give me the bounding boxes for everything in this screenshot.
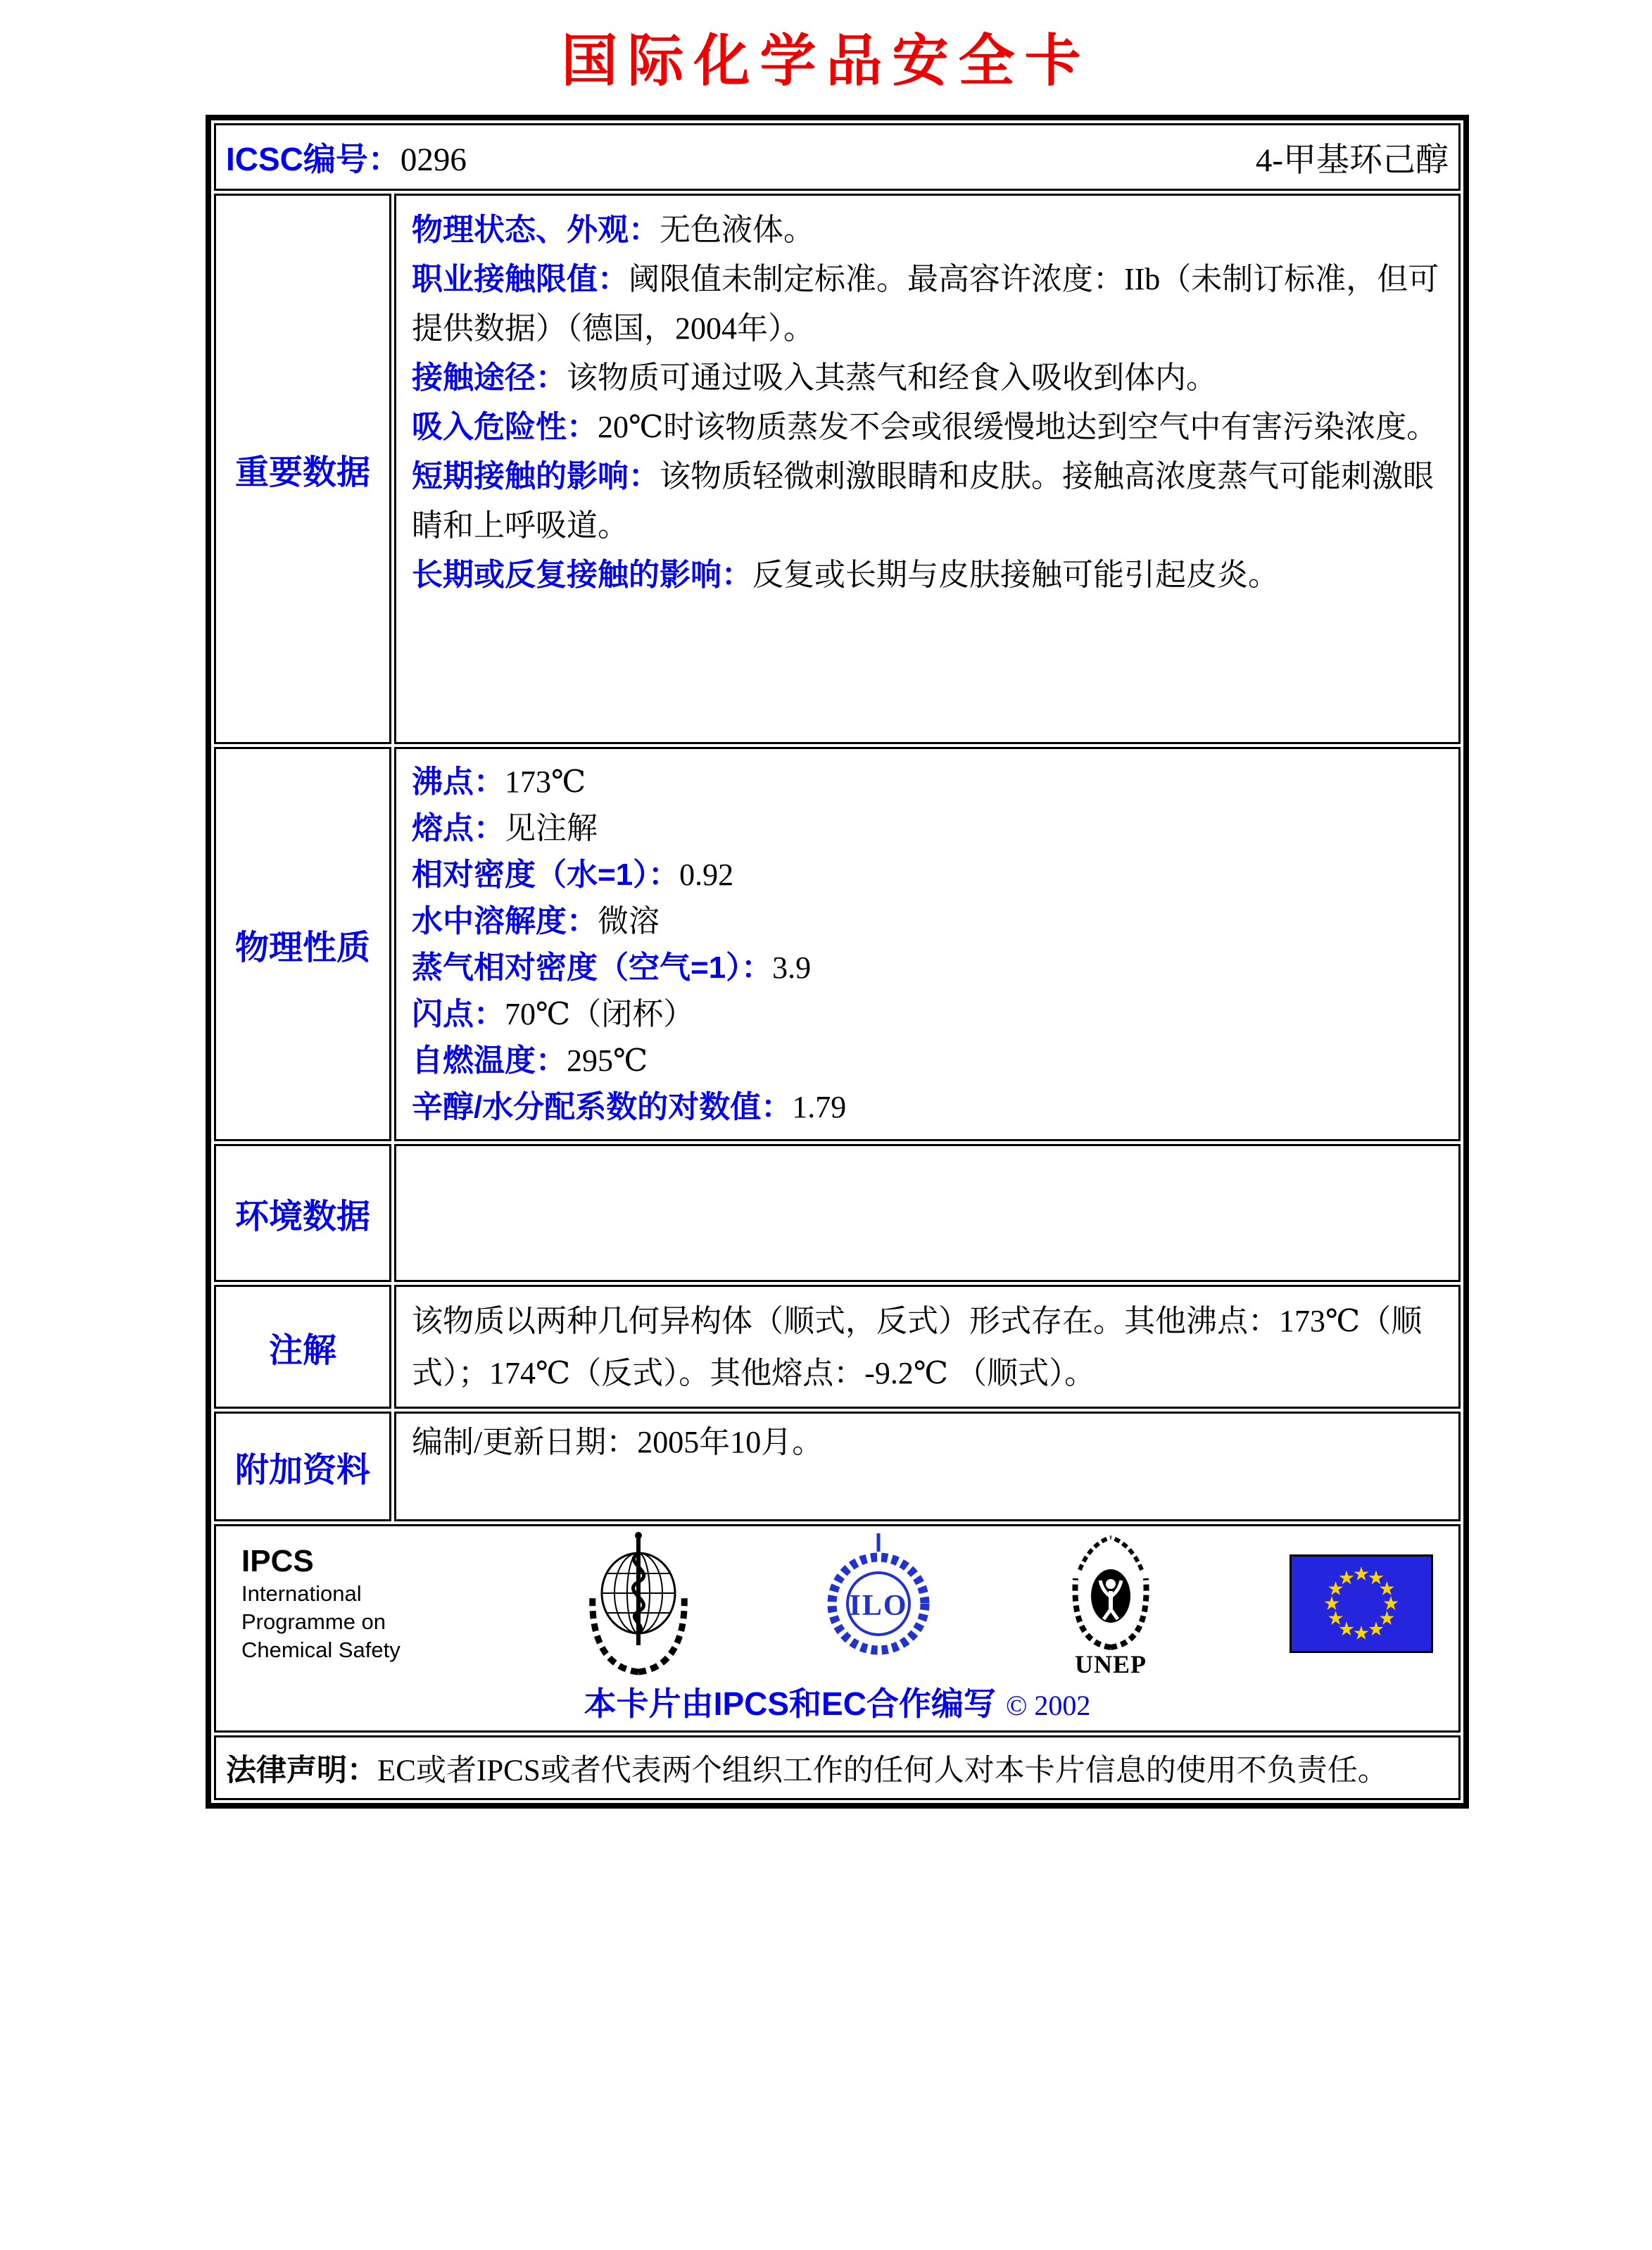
physical-property-item <box>412 1084 1444 1131</box>
item-value: 173℃ <box>505 765 586 799</box>
item-key: 熔点： <box>412 811 505 846</box>
icsc-number-value: 0296 <box>400 142 467 178</box>
item-value: 3.9 <box>772 950 812 985</box>
ipcs-full-line: Programme on <box>241 1609 386 1634</box>
important-data-item <box>412 551 1444 600</box>
environmental-data-row <box>214 1144 1461 1282</box>
item-key: 短期接触的影响： <box>412 459 660 494</box>
physical-property-item <box>412 945 1444 991</box>
item-key: 相对密度（水=1）： <box>412 857 680 892</box>
ipcs-name: IPCS <box>241 1544 314 1578</box>
section-label-physical-properties: 物理性质 <box>214 747 391 1141</box>
section-label-environmental-data: 环境数据 <box>214 1144 391 1282</box>
item-value: 0.92 <box>679 857 734 892</box>
credit-year: © 2002 <box>1005 1690 1091 1721</box>
unep-logo-icon <box>1057 1529 1164 1678</box>
page-title: 国际化学品安全卡 <box>561 31 1091 93</box>
eu-flag-icon <box>1290 1554 1433 1653</box>
chemical-name: 4-甲基环己醇 <box>1255 142 1449 179</box>
item-value: 阈限值未制定标准。最高容许浓度：IIb（未制订标准，但可提供数据）（德国，2004年）。 <box>412 262 1439 346</box>
logos-cell <box>214 1524 1461 1733</box>
item-key: 水中溶解度： <box>412 904 598 938</box>
section-label-additional-info: 附加资料 <box>214 1412 391 1521</box>
legal-row <box>214 1735 1461 1800</box>
icsc-card-table <box>206 115 1469 1809</box>
item-key: 沸点： <box>412 765 505 799</box>
physical-properties-row <box>214 747 1461 1141</box>
item-value: 20℃时该物质蒸发不会或很缓慢地达到空气中有害污染浓度。 <box>598 410 1438 444</box>
physical-properties-content <box>394 747 1461 1141</box>
physical-property-item <box>412 759 1444 805</box>
item-value: 反复或长期与皮肤接触可能引起皮炎。 <box>752 558 1279 592</box>
item-value: 295℃ <box>567 1043 648 1078</box>
physical-property-item <box>412 991 1444 1038</box>
physical-property-item <box>412 852 1444 898</box>
section-label-notes: 注解 <box>214 1285 391 1409</box>
important-data-row <box>214 194 1461 744</box>
credit-text: 本卡片由IPCS和EC合作编写 <box>584 1685 996 1722</box>
important-data-item <box>412 206 1444 255</box>
important-data-item <box>412 255 1444 353</box>
important-data-item <box>412 452 1444 551</box>
important-data-item <box>412 353 1444 403</box>
item-value: 见注解 <box>505 811 598 846</box>
notes-content: 该物质以两种几何异构体（顺式，反式）形式存在。其他沸点：173℃（顺式）；174℃（反式）。其他熔点：-9.2℃ （顺式）。 <box>394 1285 1461 1409</box>
credit-line <box>234 1678 1440 1725</box>
item-value: 无色液体。 <box>660 213 814 247</box>
item-value: 该物质轻微刺激眼睛和皮肤。接触高浓度蒸气可能刺激眼睛和上呼吸道。 <box>412 459 1434 543</box>
header-cell <box>214 123 1461 191</box>
section-label-important-data: 重要数据 <box>214 194 391 744</box>
item-key: 接触途径： <box>412 360 567 395</box>
unep-letters: UNEP <box>1074 1650 1147 1678</box>
ilo-logo-icon <box>825 1528 932 1680</box>
notes-row <box>214 1285 1461 1409</box>
legal-label: 法律声明： <box>226 1753 377 1787</box>
legal-text: EC或者IPCS或者代表两个组织工作的任何人对本卡片信息的使用不负责任。 <box>377 1754 1388 1787</box>
item-value: 该物质可通过吸入其蒸气和经食入吸收到体内。 <box>567 360 1217 395</box>
item-key: 闪点： <box>412 997 505 1031</box>
item-value: 微溶 <box>598 904 660 938</box>
item-key: 辛醇/水分配系数的对数值： <box>412 1090 793 1124</box>
additional-info-content: 编制/更新日期：2005年10月。 <box>394 1412 1461 1521</box>
important-data-content <box>394 194 1461 744</box>
additional-info-row <box>214 1412 1461 1521</box>
item-value: 1.79 <box>792 1090 847 1124</box>
item-key: 自燃温度： <box>412 1043 567 1078</box>
item-key: 物理状态、外观： <box>412 213 660 247</box>
physical-property-item <box>412 898 1444 945</box>
item-key: 长期或反复接触的影响： <box>412 558 752 592</box>
important-data-item <box>412 403 1444 452</box>
icsc-number-group <box>226 134 467 180</box>
ilo-letters: ILO <box>848 1590 908 1622</box>
environmental-data-content <box>394 1144 1461 1282</box>
ipcs-wordmark <box>241 1543 453 1664</box>
item-key: 职业接触限值： <box>412 262 629 296</box>
ipcs-full-line: International <box>241 1581 362 1606</box>
who-logo-icon <box>578 1527 699 1680</box>
physical-property-item <box>412 1038 1444 1084</box>
header-row <box>214 123 1461 191</box>
item-key: 蒸气相对密度（空气=1）： <box>412 950 773 985</box>
item-value: 70℃（闭杯） <box>505 997 695 1031</box>
icsc-number-label: ICSC编号： <box>226 141 401 177</box>
physical-property-item <box>412 805 1444 852</box>
item-key: 吸入危险性： <box>412 410 598 444</box>
logos-row <box>214 1524 1461 1733</box>
ipcs-full-line: Chemical Safety <box>241 1638 401 1662</box>
legal-cell <box>214 1735 1461 1800</box>
